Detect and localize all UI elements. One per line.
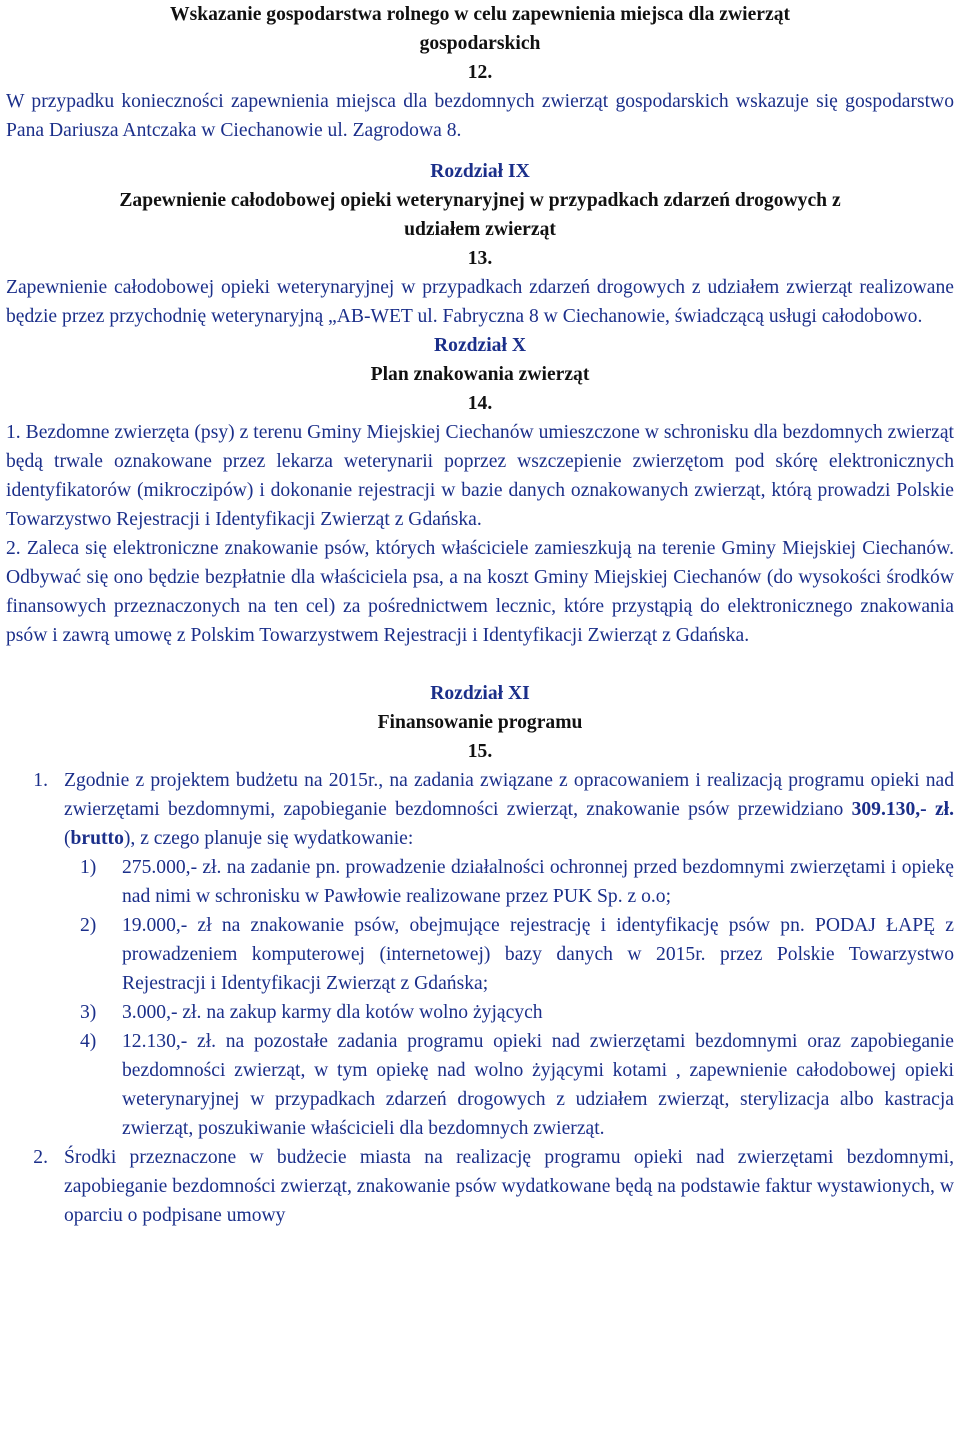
chapter-ix-heading [6,157,954,273]
document-page [6,0,954,1230]
list-item-text [64,766,954,853]
sub-list-item-number: 2) [80,915,97,936]
sub-list-item-number: 1) [80,857,97,878]
paragraph-number-15: 15. [467,741,493,762]
paragraph-number-12: 12. [467,62,493,83]
list-item-text: Środki przeznaczone w budżecie miasta na realizację programu opieki nad zwierzętami bezdomnymi, zapobieganie bezdomności zwierząt, znakowanie psów wydatkowane będą na podstawie faktur wystawionych, w oparciu o podpisane umowy [64,1147,954,1226]
financing-amount: 309.130,- zł. [851,799,954,820]
paragraph-13-text: Zapewnienie całodobowej opieki weterynaryjnej w przypadkach zdarzeń drogowych z udziałem zwierząt realizowane będzie przez przychodnię weterynaryjną „AB-WET ul. Fabryczna 8 w Ciechanowie, świadczącą usługi całodobowo. [6,277,954,327]
heading-line-1: Wskazanie gospodarstwa rolnego w celu zapewnienia miejsca dla zwierząt [169,4,791,25]
heading-line-2: gospodarskich [419,33,541,54]
list-item-text: Zaleca się elektroniczne znakowanie psów, których właściciele zamieszkują na terenie Gminy Miejskiej Ciechanów. Odbywać się ono będzie bezpłatnie dla właściciela psa, a na koszt Gminy Miejskiej Ciechanów (do wysokości środków finansowych przeznaczonych na ten cel) za pośrednictwem lecznic, które przystąpią do elektronicznego znakowania psów i zawrą umowę z Polskim Towarzystwem Rejestracji i Identyfikacji Zwierząt z Gdańska. [6,538,954,646]
sub-list-item-number: 4) [80,1031,97,1052]
sub-list-item-text: 12.130,- zł. na pozostałe zadania programu opieki nad zwierzętami bezdomnymi oraz zapobieganie bezdomności zwierząt, w tym opiekę nad wolno żyjącymi kotami , zapewnienie całodobowej opieki weterynaryjnej w przypadkach zdarzeń drogowych z udziałem zwierząt, sterylizacja albo kastracja zwierząt, poszukiwanie właścicieli dla bezdomnych zwierząt. [122,1031,954,1139]
blank-line [6,650,954,679]
chapter-ix-title-line-2: udziałem zwierząt [404,219,556,240]
sub-list-item [6,998,954,1027]
sub-list-item-number: 3) [80,1002,97,1023]
sub-list-item-text: 19.000,- zł na znakowanie psów, obejmujące rejestrację i identyfikację psów pn. PODAJ ŁAPĘ z prowadzeniem komputerowej (internetowej) bazy danych w 2015r. przez Polskie Towarzystwo Rejestracji i Identyfikacji Zwierząt z Gdańska; [122,915,954,994]
chapter-x-title: Plan znakowania zwierząt [370,364,590,385]
sub-list-item [6,1027,954,1143]
paragraph-number-14: 14. [467,393,493,414]
list-item-text: Bezdomne zwierzęta (psy) z terenu Gminy Miejskiej Ciechanów umieszczone w schronisku dla bezdomnych zwierząt będą trwale oznakowane przez lekarza weterynarii poprzez wszczepienie zwierzętom pod skórę elektronicznych identyfikatorów (mikroczipów) i dokonanie rejestracji w bazie danych oznakowanych zwierząt, którą prowadzi Polskie Towarzystwo Rejestracji i Identyfikacji Zwierząt z Gdańska. [6,422,954,530]
sub-list-item [6,853,954,911]
list-item-number: 2. [33,1147,48,1168]
chapter-x-heading [6,331,954,418]
financing-item-1 [6,766,954,853]
chapter-xi-title: Finansowanie programu [377,712,583,733]
section-heading-12 [6,0,954,87]
list-item [6,534,954,650]
financing-item-2 [6,1143,954,1230]
sub-list-item-text: 3.000,- zł. na zakup karmy dla kotów wolno żyjących [122,1002,543,1023]
financing-item-1-pre: Zgodnie z projektem budżetu na 2015r., na zadania związane z opracowaniem i realizacją programu opieki nad zwierzętami bezdomnymi, zapobieganie bezdomności zwierząt, znakowanie psów przewidziano [64,770,954,820]
financing-paren-open: ( [64,828,71,849]
paragraph-number-13: 13. [467,248,493,269]
list-item [6,418,954,534]
financing-brutto: brutto [70,828,124,849]
marking-plan-list [6,418,954,650]
chapter-x-label: Rozdział X [434,335,526,356]
sub-list-item [6,911,954,998]
chapter-ix-title-line-1: Zapewnienie całodobowej opieki weterynaryjnej w przypadkach zdarzeń drogowych z [119,190,841,211]
list-item-number: 2. [6,538,21,559]
list-item-number: 1. [6,422,21,443]
list-item-number: 1. [33,770,48,791]
chapter-ix-label: Rozdział IX [430,161,530,182]
chapter-xi-label: Rozdział XI [430,683,530,704]
sub-list-item-text: 275.000,- zł. na zadanie pn. prowadzenie działalności ochronnej przed bezdomnymi zwierzętami i opiekę nad nimi w schronisku w Pawłowie realizowane przez PUK Sp. z o.o; [122,857,954,907]
chapter-xi-heading [6,679,954,766]
financing-item-1-post: ), z czego planuje się wydatkowanie: [123,828,414,849]
paragraph-12-text: W przypadku konieczności zapewnienia miejsca dla bezdomnych zwierząt gospodarskich wskazuje się gospodarstwo Pana Dariusza Antczaka w Ciechanowie ul. Zagrodowa 8. [6,91,954,141]
